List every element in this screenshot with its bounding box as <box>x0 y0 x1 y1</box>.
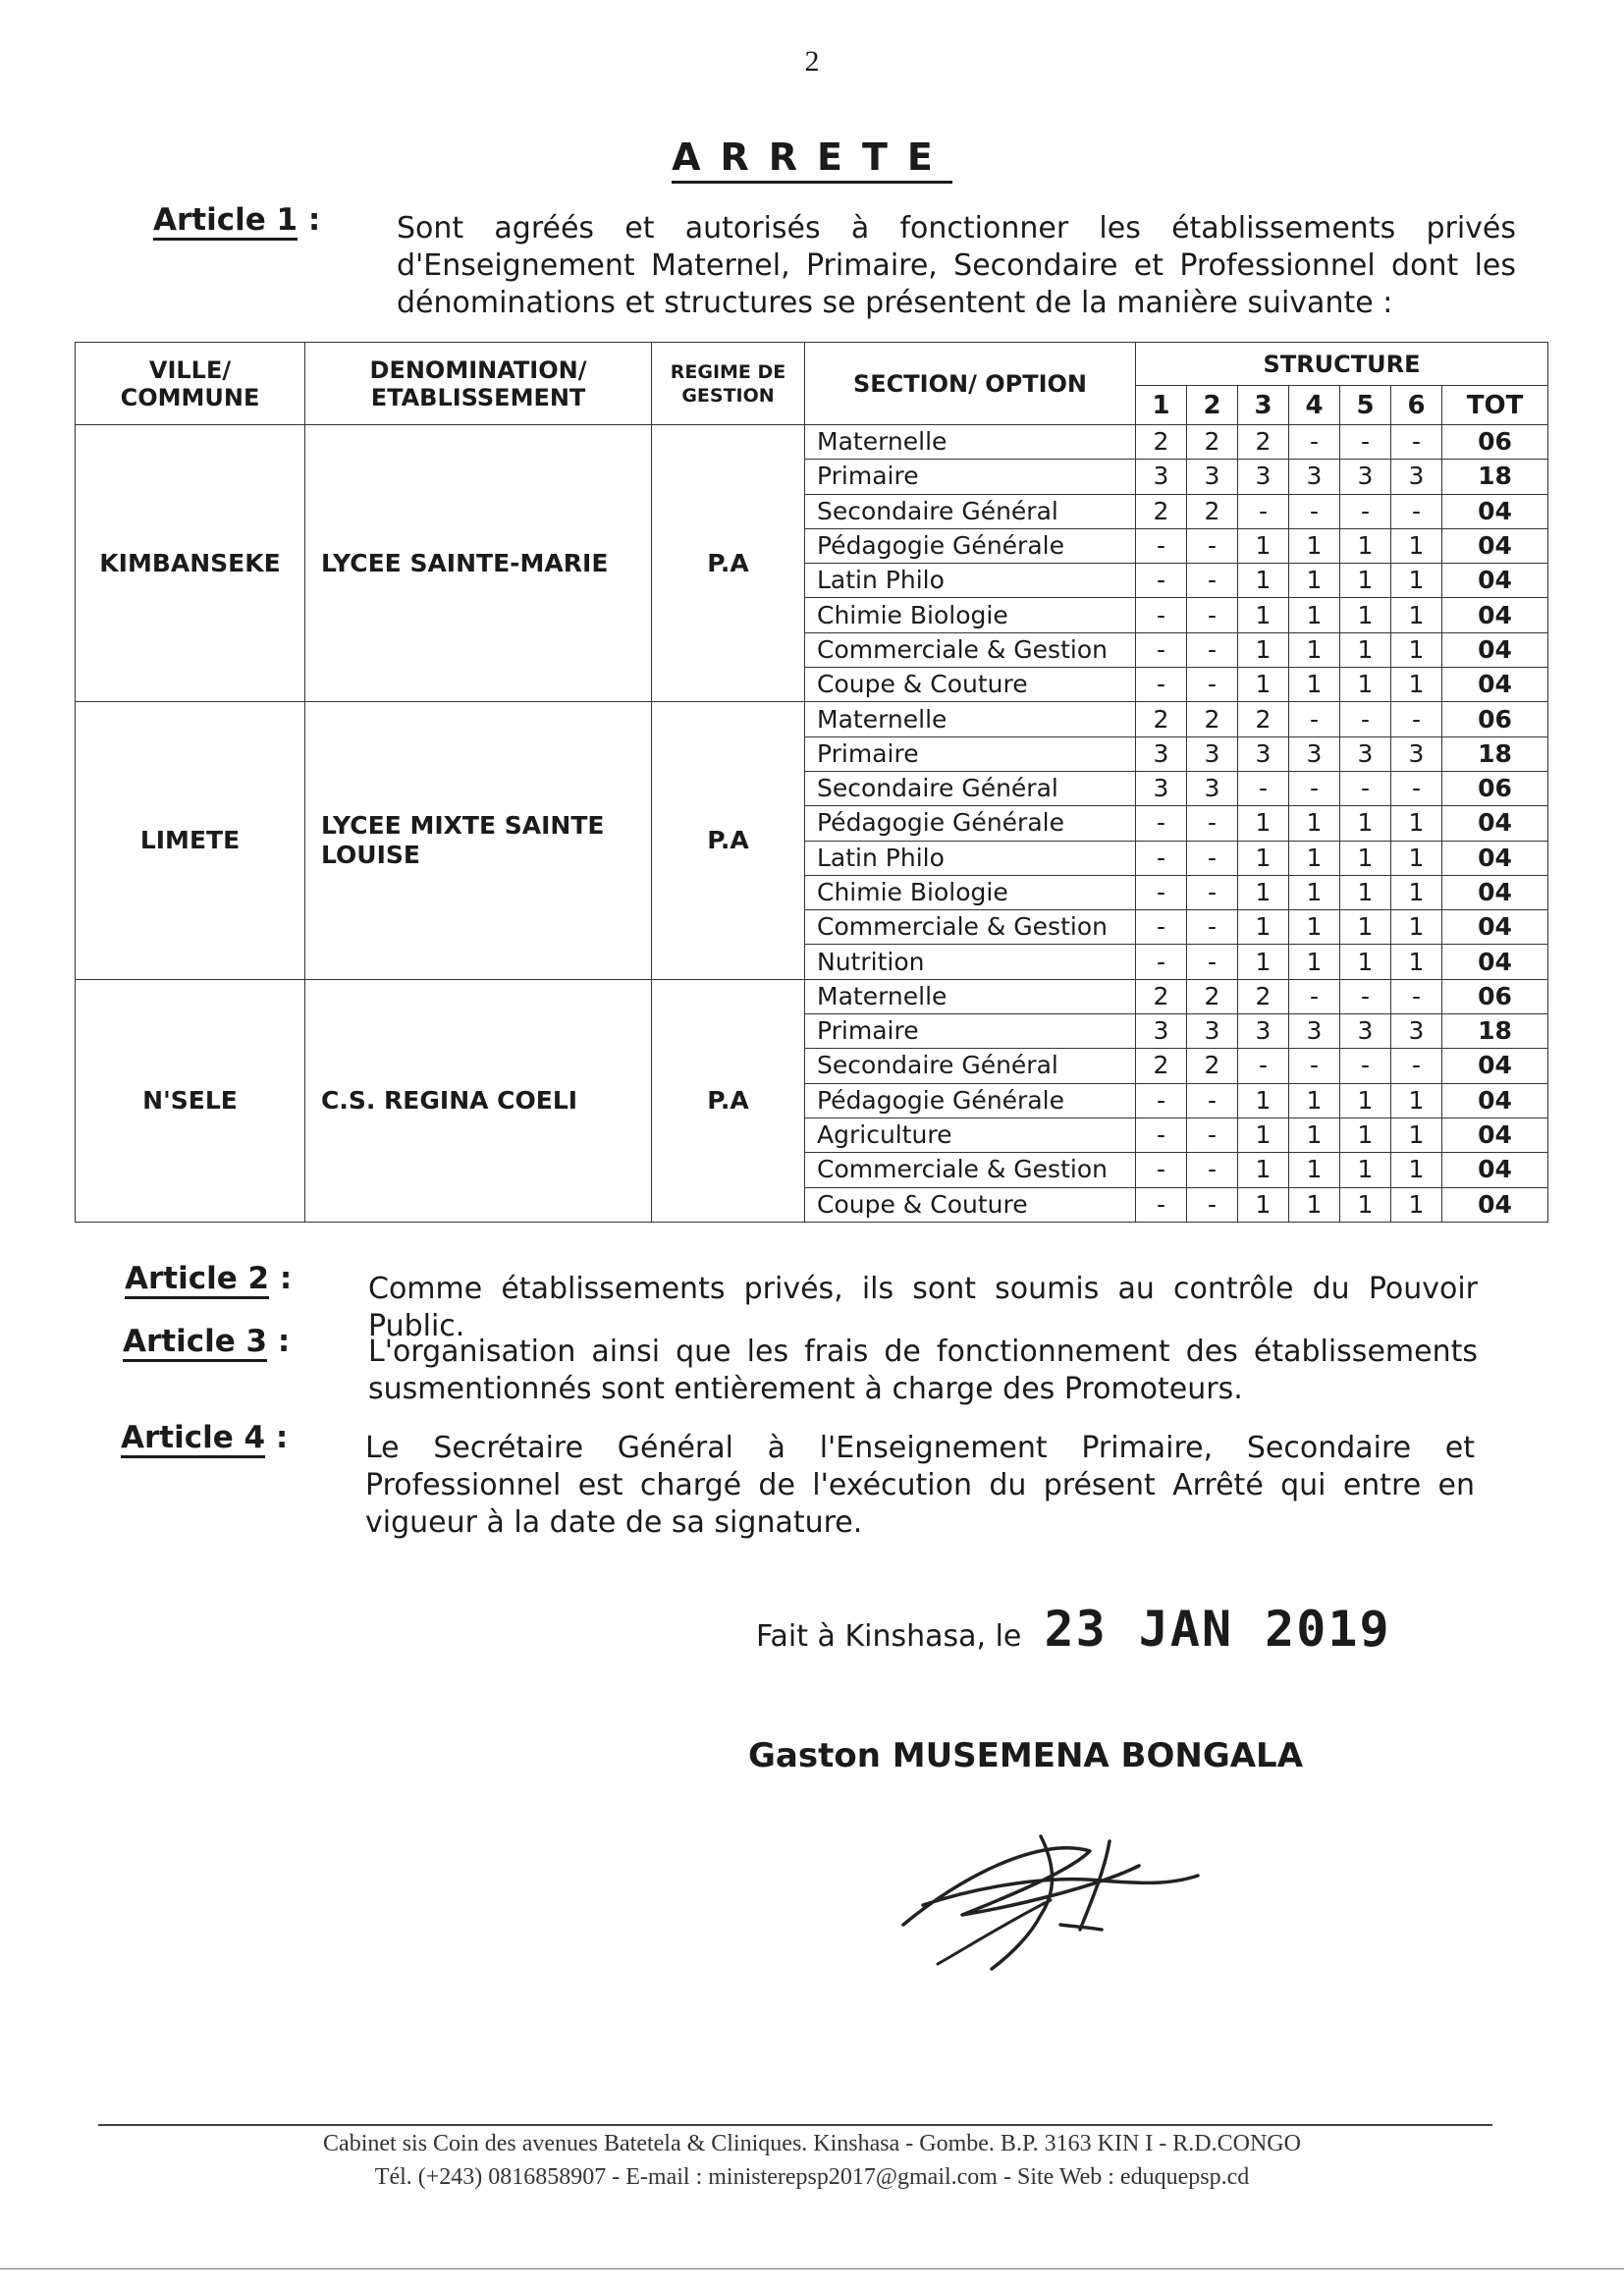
cell-section: Secondaire Général <box>805 771 1136 805</box>
cell-value: 1 <box>1340 528 1391 563</box>
cell-regime: P.A <box>652 702 805 979</box>
cell-section: Commerciale & Gestion <box>805 632 1136 667</box>
page-number: 2 <box>804 45 820 78</box>
cell-value: 2 <box>1187 425 1238 460</box>
cell-value: 1 <box>1289 632 1340 667</box>
cell-total: 04 <box>1442 910 1548 945</box>
cell-section: Agriculture <box>805 1118 1136 1152</box>
cell-value: 1 <box>1238 668 1289 702</box>
cell-value: 3 <box>1187 460 1238 494</box>
cell-value: 2 <box>1187 979 1238 1013</box>
header-structure: STRUCTURE <box>1136 343 1548 386</box>
cell-value: - <box>1340 979 1391 1013</box>
cell-total: 04 <box>1442 494 1548 528</box>
cell-value: 1 <box>1238 1118 1289 1152</box>
table-row <box>76 702 1548 736</box>
cell-total: 04 <box>1442 1153 1548 1187</box>
article2-label <box>125 1261 292 1296</box>
article1-label <box>153 202 320 238</box>
cell-value: - <box>1187 841 1238 875</box>
cell-value: 1 <box>1391 1118 1442 1152</box>
cell-value: - <box>1136 564 1187 598</box>
cell-value: - <box>1187 632 1238 667</box>
cell-total: 04 <box>1442 945 1548 979</box>
cell-value: 1 <box>1238 910 1289 945</box>
cell-value: 3 <box>1289 736 1340 771</box>
cell-value: 1 <box>1340 564 1391 598</box>
cell-regime: P.A <box>652 979 805 1222</box>
cell-section: Commerciale & Gestion <box>805 1153 1136 1187</box>
bottom-edge-line <box>0 2268 1624 2269</box>
cell-value: 2 <box>1136 979 1187 1013</box>
document-title <box>0 136 1624 179</box>
cell-value: 1 <box>1340 598 1391 632</box>
signature-image <box>844 1797 1237 1993</box>
header-col-tot: TOT <box>1442 386 1548 425</box>
cell-value: - <box>1187 945 1238 979</box>
article1-label-text: Article 1 <box>153 202 298 241</box>
cell-total: 04 <box>1442 598 1548 632</box>
article2-text: Comme établissements privés, ils sont soumis au contrôle du Pouvoir Public. <box>368 1272 1478 1343</box>
cell-value: 1 <box>1340 668 1391 702</box>
cell-total: 18 <box>1442 460 1548 494</box>
article2-label-text: Article 2 <box>125 1261 269 1299</box>
cell-section: Coupe & Couture <box>805 668 1136 702</box>
cell-section: Primaire <box>805 736 1136 771</box>
cell-value: 1 <box>1238 632 1289 667</box>
header-col-5: 5 <box>1340 386 1391 425</box>
cell-value: - <box>1289 771 1340 805</box>
cell-value: 1 <box>1340 841 1391 875</box>
cell-value: 3 <box>1136 1014 1187 1049</box>
cell-value: 1 <box>1289 1083 1340 1118</box>
cell-value: 3 <box>1340 1014 1391 1049</box>
cell-value: 1 <box>1391 632 1442 667</box>
cell-value: - <box>1391 1049 1442 1083</box>
cell-total: 06 <box>1442 771 1548 805</box>
cell-value: 1 <box>1289 910 1340 945</box>
header-section: SECTION/ OPTION <box>805 343 1136 425</box>
cell-value: 3 <box>1238 736 1289 771</box>
cell-value: 3 <box>1289 1014 1340 1049</box>
document-title-text: ARRETE <box>672 136 952 184</box>
cell-value: - <box>1238 771 1289 805</box>
cell-value: 1 <box>1238 598 1289 632</box>
cell-value: 1 <box>1238 945 1289 979</box>
cell-value: 3 <box>1238 460 1289 494</box>
cell-value: - <box>1391 771 1442 805</box>
table-row <box>76 979 1548 1013</box>
cell-value: 1 <box>1238 528 1289 563</box>
cell-section: Chimie Biologie <box>805 598 1136 632</box>
cell-value: 3 <box>1289 460 1340 494</box>
cell-value: - <box>1136 1118 1187 1152</box>
cell-total: 04 <box>1442 875 1548 909</box>
cell-value: 2 <box>1136 494 1187 528</box>
cell-value: 3 <box>1391 1014 1442 1049</box>
cell-value: - <box>1391 425 1442 460</box>
cell-value: 2 <box>1136 425 1187 460</box>
article1-text: Sont agréés et autorisés à fonctionner les établissements privés d'Enseignement Maternel, Primaire, Secondaire et Professionnel dont les dénominations et structures se présentent de la manière suivante : <box>397 211 1516 320</box>
cell-ville: N'SELE <box>76 979 305 1222</box>
cell-value: - <box>1187 668 1238 702</box>
article2-colon: : <box>279 1261 293 1296</box>
cell-value: 1 <box>1340 1187 1391 1222</box>
cell-section: Primaire <box>805 1014 1136 1049</box>
cell-value: - <box>1340 425 1391 460</box>
article3-label-text: Article 3 <box>123 1324 267 1362</box>
cell-value: - <box>1187 806 1238 841</box>
cell-value: 1 <box>1340 910 1391 945</box>
cell-section: Pédagogie Générale <box>805 1083 1136 1118</box>
article4-label-text: Article 4 <box>121 1420 265 1458</box>
cell-value: 1 <box>1238 1187 1289 1222</box>
cell-value: - <box>1289 979 1340 1013</box>
cell-section: Latin Philo <box>805 841 1136 875</box>
cell-value: 1 <box>1391 564 1442 598</box>
cell-value: 1 <box>1391 841 1442 875</box>
cell-section: Primaire <box>805 460 1136 494</box>
cell-section: Pédagogie Générale <box>805 806 1136 841</box>
cell-value: 1 <box>1391 1153 1442 1187</box>
cell-value: - <box>1289 702 1340 736</box>
cell-total: 04 <box>1442 632 1548 667</box>
cell-value: - <box>1340 494 1391 528</box>
header-col-3: 3 <box>1238 386 1289 425</box>
cell-value: - <box>1238 1049 1289 1083</box>
cell-value: - <box>1136 598 1187 632</box>
cell-value: 1 <box>1340 945 1391 979</box>
cell-section: Commerciale & Gestion <box>805 910 1136 945</box>
date-stamp: 23 JAN 2019 <box>1044 1601 1391 1658</box>
header-col-1: 1 <box>1136 386 1187 425</box>
cell-section: Maternelle <box>805 425 1136 460</box>
cell-value: - <box>1187 910 1238 945</box>
article4-label <box>121 1420 288 1455</box>
cell-value: 1 <box>1238 806 1289 841</box>
cell-value: 3 <box>1391 460 1442 494</box>
cell-denomination: LYCEE SAINTE-MARIE <box>305 425 652 702</box>
date-line <box>756 1601 1391 1658</box>
cell-value: - <box>1187 1153 1238 1187</box>
cell-value: - <box>1391 494 1442 528</box>
cell-value: - <box>1391 979 1442 1013</box>
cell-total: 06 <box>1442 979 1548 1013</box>
footer-contact: Tél. (+243) 0816858907 - E-mail : ministerepsp2017@gmail.com - Site Web : eduquepsp.cd <box>374 2164 1250 2190</box>
cell-value: - <box>1187 598 1238 632</box>
cell-value: 1 <box>1391 598 1442 632</box>
cell-value: 3 <box>1136 736 1187 771</box>
cell-total: 04 <box>1442 806 1548 841</box>
cell-value: 1 <box>1391 528 1442 563</box>
cell-value: - <box>1340 1049 1391 1083</box>
cell-total: 18 <box>1442 1014 1548 1049</box>
cell-value: 1 <box>1238 841 1289 875</box>
cell-value: 1 <box>1391 875 1442 909</box>
cell-value: 3 <box>1340 460 1391 494</box>
cell-denomination: LYCEE MIXTE SAINTE LOUISE <box>305 702 652 979</box>
cell-value: 1 <box>1289 806 1340 841</box>
cell-value: 1 <box>1289 528 1340 563</box>
cell-value: 3 <box>1187 736 1238 771</box>
cell-section: Secondaire Général <box>805 1049 1136 1083</box>
cell-denomination: C.S. REGINA COELI <box>305 979 652 1222</box>
cell-total: 04 <box>1442 1049 1548 1083</box>
cell-value: - <box>1238 494 1289 528</box>
cell-value: 2 <box>1238 702 1289 736</box>
cell-value: 3 <box>1187 1014 1238 1049</box>
article1-colon: : <box>307 202 321 238</box>
cell-total: 04 <box>1442 1083 1548 1118</box>
cell-value: - <box>1391 702 1442 736</box>
cell-section: Maternelle <box>805 702 1136 736</box>
cell-total: 06 <box>1442 702 1548 736</box>
cell-section: Secondaire Général <box>805 494 1136 528</box>
cell-value: 3 <box>1340 736 1391 771</box>
cell-value: - <box>1136 806 1187 841</box>
cell-value: - <box>1136 528 1187 563</box>
cell-value: 1 <box>1391 668 1442 702</box>
cell-value: - <box>1187 1187 1238 1222</box>
cell-value: - <box>1289 1049 1340 1083</box>
cell-value: 2 <box>1238 425 1289 460</box>
cell-value: - <box>1136 1187 1187 1222</box>
cell-value: 1 <box>1238 564 1289 598</box>
cell-value: 2 <box>1187 702 1238 736</box>
cell-value: - <box>1289 494 1340 528</box>
cell-value: 1 <box>1289 945 1340 979</box>
header-ville: VILLE/ COMMUNE <box>76 343 305 425</box>
cell-value: - <box>1187 1118 1238 1152</box>
cell-value: 3 <box>1136 460 1187 494</box>
structure-table-body <box>76 425 1548 1223</box>
cell-value: 3 <box>1187 771 1238 805</box>
article4-colon: : <box>275 1420 289 1455</box>
header-col-2: 2 <box>1187 386 1238 425</box>
footer-divider <box>98 2124 1492 2126</box>
cell-value: 1 <box>1340 806 1391 841</box>
cell-ville: KIMBANSEKE <box>76 425 305 702</box>
cell-value: - <box>1187 1083 1238 1118</box>
cell-value: 1 <box>1289 875 1340 909</box>
cell-total: 04 <box>1442 841 1548 875</box>
cell-section: Chimie Biologie <box>805 875 1136 909</box>
structure-table <box>75 342 1548 1223</box>
cell-total: 04 <box>1442 1118 1548 1152</box>
cell-value: 2 <box>1187 494 1238 528</box>
footer-address: Cabinet sis Coin des avenues Batetela & Cliniques. Kinshasa - Gombe. B.P. 3163 KIN I - R.D.CONGO <box>323 2131 1301 2156</box>
cell-value: - <box>1136 1153 1187 1187</box>
article4-text: Le Secrétaire Général à l'Enseignement Primaire, Secondaire et Professionnel est chargé de l'exécution du présent Arrêté qui entre en vigueur à la date de sa signature. <box>365 1431 1475 1540</box>
cell-value: 1 <box>1238 1153 1289 1187</box>
cell-value: 1 <box>1391 1083 1442 1118</box>
cell-section: Pédagogie Générale <box>805 528 1136 563</box>
cell-value: - <box>1187 528 1238 563</box>
cell-value: 1 <box>1289 668 1340 702</box>
cell-value: - <box>1136 668 1187 702</box>
cell-total: 04 <box>1442 564 1548 598</box>
cell-value: 1 <box>1289 1153 1340 1187</box>
cell-value: 1 <box>1340 1153 1391 1187</box>
cell-regime: P.A <box>652 425 805 702</box>
cell-value: 2 <box>1136 1049 1187 1083</box>
cell-total: 18 <box>1442 736 1548 771</box>
cell-value: - <box>1136 632 1187 667</box>
date-prefix: Fait à Kinshasa, le <box>756 1619 1022 1654</box>
cell-value: 1 <box>1340 875 1391 909</box>
article3-label <box>123 1324 290 1359</box>
cell-value: - <box>1136 841 1187 875</box>
cell-value: - <box>1136 875 1187 909</box>
header-col-4: 4 <box>1289 386 1340 425</box>
cell-value: 1 <box>1289 1187 1340 1222</box>
cell-value: 1 <box>1391 945 1442 979</box>
cell-value: 1 <box>1391 1187 1442 1222</box>
article3-text: L'organisation ainsi que les frais de fonctionnement des établissements susmentionnés sont entièrement à charge des Promoteurs. <box>368 1335 1478 1406</box>
cell-value: - <box>1136 945 1187 979</box>
cell-total: 04 <box>1442 528 1548 563</box>
cell-total: 04 <box>1442 668 1548 702</box>
cell-value: 1 <box>1289 841 1340 875</box>
cell-value: 1 <box>1340 632 1391 667</box>
cell-value: - <box>1136 1083 1187 1118</box>
signer-name: Gaston MUSEMENA BONGALA <box>748 1736 1304 1775</box>
table-row <box>76 425 1548 460</box>
cell-value: 3 <box>1136 771 1187 805</box>
header-regime: REGIME DE GESTION <box>652 343 805 425</box>
cell-section: Maternelle <box>805 979 1136 1013</box>
header-col-6: 6 <box>1391 386 1442 425</box>
cell-value: 2 <box>1238 979 1289 1013</box>
cell-value: 2 <box>1187 1049 1238 1083</box>
article3-colon: : <box>277 1324 291 1359</box>
cell-section: Latin Philo <box>805 564 1136 598</box>
cell-value: 3 <box>1391 736 1442 771</box>
cell-value: 1 <box>1238 875 1289 909</box>
cell-value: 1 <box>1289 564 1340 598</box>
cell-value: - <box>1136 910 1187 945</box>
cell-value: 1 <box>1340 1083 1391 1118</box>
cell-value: - <box>1187 875 1238 909</box>
cell-value: - <box>1340 771 1391 805</box>
cell-value: 1 <box>1340 1118 1391 1152</box>
cell-value: - <box>1187 564 1238 598</box>
cell-value: 1 <box>1391 910 1442 945</box>
cell-section: Nutrition <box>805 945 1136 979</box>
cell-section: Coupe & Couture <box>805 1187 1136 1222</box>
cell-ville: LIMETE <box>76 702 305 979</box>
cell-value: 1 <box>1289 598 1340 632</box>
cell-total: 06 <box>1442 425 1548 460</box>
cell-value: 1 <box>1391 806 1442 841</box>
cell-value: 1 <box>1238 1083 1289 1118</box>
cell-total: 04 <box>1442 1187 1548 1222</box>
cell-value: - <box>1289 425 1340 460</box>
cell-value: 3 <box>1238 1014 1289 1049</box>
cell-value: - <box>1340 702 1391 736</box>
header-denomination: DENOMINATION/ ETABLISSEMENT <box>305 343 652 425</box>
cell-value: 2 <box>1136 702 1187 736</box>
cell-value: 1 <box>1289 1118 1340 1152</box>
